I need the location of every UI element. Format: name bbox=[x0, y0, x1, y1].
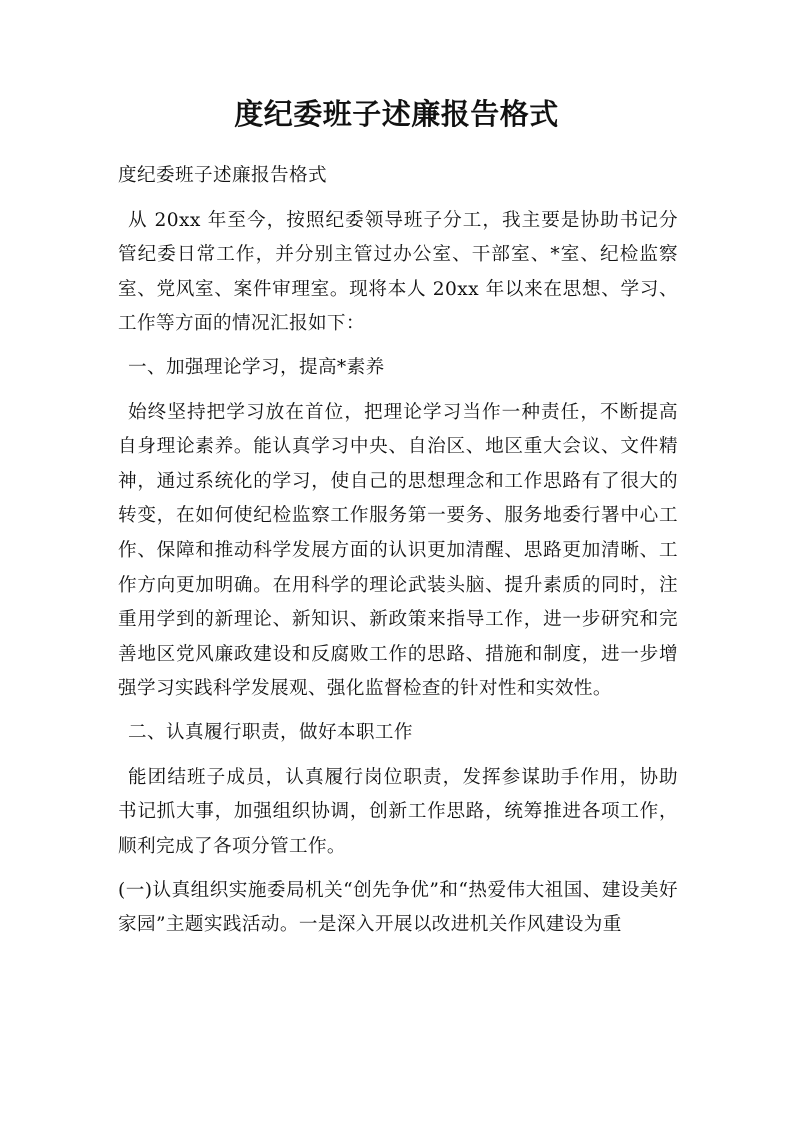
document-title: 度纪委班子述廉报告格式 bbox=[234, 97, 559, 131]
paragraph-duties: 能团结班子成员，认真履行岗位职责，发挥参谋助手作用，协助书记抓大事，加强组织协调，创新工作思路，统筹推进各项工作，顺利完成了各项分管工作。 bbox=[118, 766, 678, 857]
section-heading-1: 一、加强理论学习，提高*素养 bbox=[128, 357, 385, 379]
paragraph-intro: 从 20xx 年至今，按照纪委领导班子分工，我主要是协助书记分管纪委日常工作，并分别主管过办公室、干部室、*室、纪检监察室、党风室、案件审理室。现将本人 20xx 年以来在思想、学习、工作等方面的情况汇报如下： bbox=[118, 209, 678, 335]
document-subtitle: 度纪委班子述廉报告格式 bbox=[118, 165, 327, 186]
paragraph-subsection-1: (一)认真组织实施委局机关“创先争优”和“热爱伟大祖国、建设美好家园”主题实践活动。一是深入开展以改进机关作风建设为重 bbox=[118, 879, 678, 936]
paragraph-study: 始终坚持把学习放在首位，把理论学习当作一种责任，不断提高自身理论素养。能认真学习中央、自治区、地区重大会议、文件精神，通过系统化的学习，使自己的思想理念和工作思路有了很大的转变，在如何使纪检监察工作服务第一要务、服务地委行署中心工作、保障和推动科学发展方面的认识更加清醒、思路更加清晰、工作方向更加明确。在用科学的理论武装头脑、提升素质的同时，注重用学到的新理论、新知识、新政策来指导工作，进一步研究和完善地区党风廉政建设和反腐败工作的思路、措施和制度，进一步增强学习实践科学发展观、强化监督检查的针对性和实效性。 bbox=[118, 401, 678, 700]
section-heading-2: 二、认真履行职责，做好本职工作 bbox=[128, 722, 413, 744]
document-body bbox=[118, 159, 678, 952]
